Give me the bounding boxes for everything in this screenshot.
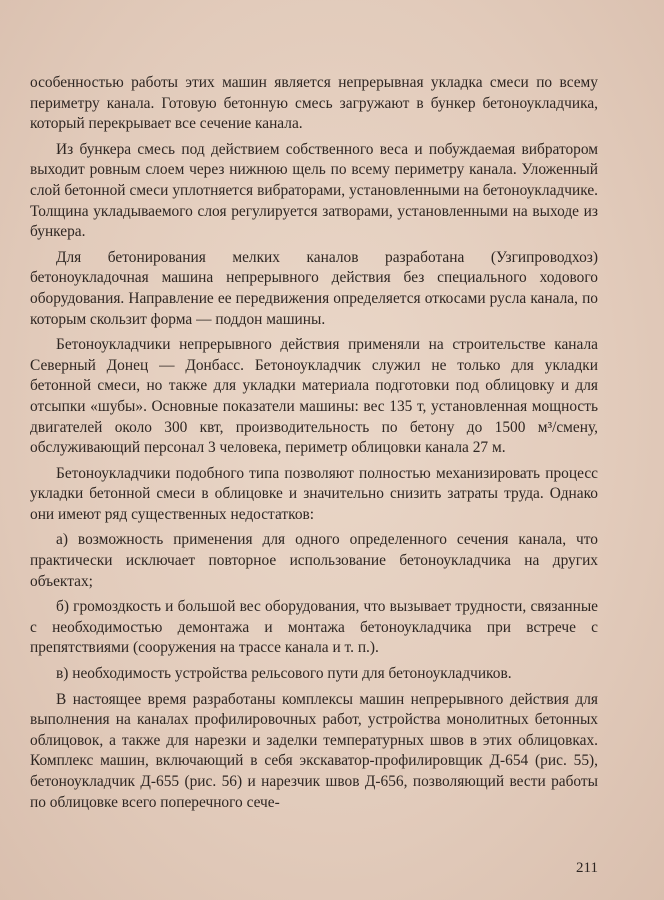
body-text bbox=[30, 73, 598, 813]
paragraph-small-canals: Для бетонирования мелких каналов разработана (Узгипроводхоз) бетоноукладочная машина непрерывного действия без специального ходового оборудования. Направление ее передвижения определяется откосами русла канала, по которым скользит форма — поддон машины. bbox=[30, 248, 598, 328]
list-item-a: а) возможность применения для одного определенного сечения канала, что практически исключает повторное использование бетоноукладчика на других объектах; bbox=[30, 531, 598, 590]
paragraph-donets-canal: Бетоноукладчики непрерывного действия применяли на строительстве канала Северный Донец — Донбасс. Бетоноукладчик служил не только для укладки бетонной смеси, но также для укладки материала подготовки под облицовку и для отсыпки «шубы». Основные показатели машины: вес 135 т, установленная мощность двигателей около 300 квт, производительность по бетону до 1500 м³/смену, обслуживающий персонал 3 человека, периметр облицовки канала 27 м. bbox=[30, 336, 598, 457]
list-item-b: б) громоздкость и большой вес оборудования, что вызывает трудности, связанные с необходимостью демонтажа и монтажа бетоноукладчика при встрече с препятствиями (сооружения на трассе канала и т. п.). bbox=[30, 598, 598, 657]
paragraph-continuation: особенностью работы этих машин является непрерывная укладка смеси по всему периметру канала. Готовую бетонную смесь загружают в бункер бетоноукладчика, который перекрывает все сечение канала. bbox=[30, 74, 598, 133]
paragraph-bunker: Из бункера смесь под действием собственного веса и побуждаемая вибратором выходит ровным слоем через нижнюю щель по всему периметру канала. Уложенный слой бетонной смеси уплотняется вибраторами, установленными на бетоноукладчике. Толщина укладываемого слоя регулируется затворами, установленными на выходе из бункера. bbox=[30, 140, 598, 241]
paragraph-machine-complexes: В настоящее время разработаны комплексы машин непрерывного действия для выполнения на каналах профилировочных работ, устройства монолитных бетонных облицовок, а также для нарезки и заделки температурных швов в этих облицовках. Комплекс машин, включающий в себя экскаватор-профилировщик Д-654 (рис. 55), бетоноукладчик Д-655 (рис. 56) и нарезчик швов Д-656, позволяющий вести работы по облицовке всего поперечного сече- bbox=[30, 690, 598, 811]
paragraph-drawbacks-intro: Бетоноукладчики подобного типа позволяют полностью механизировать процесс укладки бетонной смеси в облицовке и значительно снизить затраты труда. Однако они имеют ряд существенных недостатков: bbox=[30, 464, 598, 523]
page-number: 211 bbox=[576, 860, 598, 876]
list-item-c: в) необходимость устройства рельсового пути для бетоноукладчиков. bbox=[56, 665, 512, 683]
